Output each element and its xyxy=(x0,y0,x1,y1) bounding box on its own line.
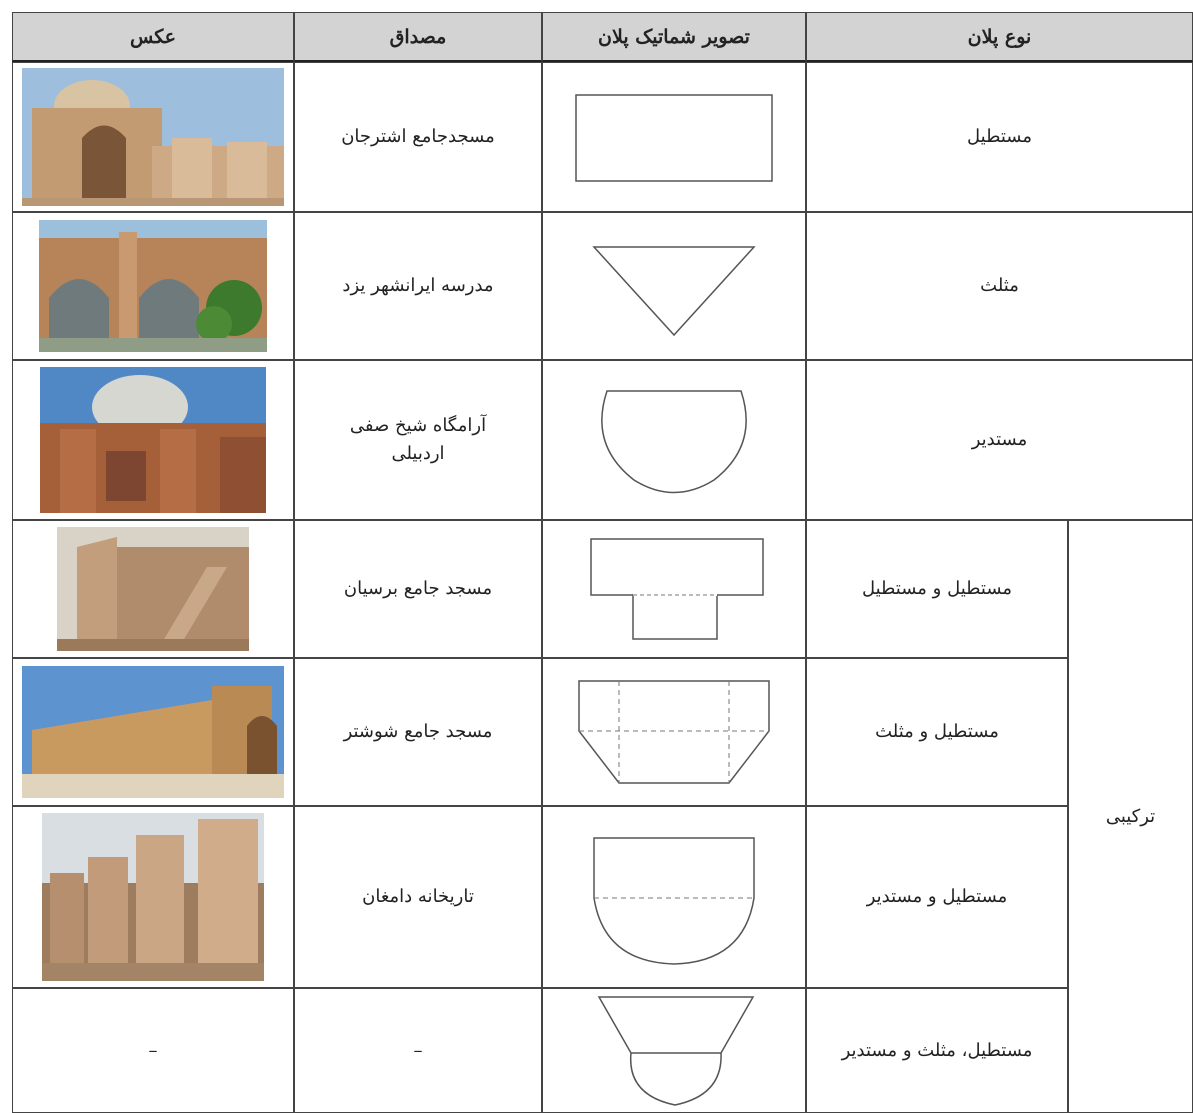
building-photo xyxy=(39,220,267,352)
example-cell: آرامگاه شیخ صفی اردبیلی xyxy=(294,360,542,520)
plan-type-cell: مستطیل xyxy=(806,62,1193,212)
photo-cell xyxy=(12,62,294,212)
plan-type-cell: مستطیل و مستدیر xyxy=(806,806,1068,988)
triangle-plan-shape xyxy=(574,231,774,341)
photo-cell xyxy=(12,212,294,360)
photo-cell xyxy=(12,806,294,988)
schematic-cell xyxy=(542,806,806,988)
photo-cell xyxy=(12,520,294,658)
building-photo xyxy=(22,666,284,798)
example-cell: تاریخانه دامغان xyxy=(294,806,542,988)
plan-type-cell: مستطیل، مثلث و مستدیر xyxy=(806,988,1068,1113)
rect-rect-plan-shape xyxy=(579,529,769,649)
schematic-cell xyxy=(542,520,806,658)
photo-cell xyxy=(12,658,294,806)
example-cell: – xyxy=(294,988,542,1113)
schematic-cell xyxy=(542,658,806,806)
building-photo xyxy=(40,367,266,513)
building-photo xyxy=(42,813,264,981)
photo-cell-empty: – xyxy=(12,988,294,1113)
header-schematic: تصویر شماتیک پلان xyxy=(542,12,806,62)
rect-triangle-plan-shape xyxy=(569,667,779,797)
schematic-cell xyxy=(542,62,806,212)
rect-circle-plan-shape xyxy=(574,822,774,972)
semicircle-plan-shape xyxy=(589,375,759,505)
example-cell: مسجدجامع اشترجان xyxy=(294,62,542,212)
plan-type-cell: مستدیر xyxy=(806,360,1193,520)
rectangle-plan-shape xyxy=(559,77,789,197)
header-photo: عکس xyxy=(12,12,294,62)
photo-cell xyxy=(12,360,294,520)
group-label-combined: ترکیبی xyxy=(1068,520,1193,1113)
header-example: مصداق xyxy=(294,12,542,62)
example-cell: مسجد جامع شوشتر xyxy=(294,658,542,806)
building-photo xyxy=(22,68,284,206)
schematic-cell xyxy=(542,360,806,520)
example-cell: مسجد جامع برسیان xyxy=(294,520,542,658)
header-plan-type: نوع پلان xyxy=(806,12,1193,62)
schematic-cell xyxy=(542,988,806,1113)
schematic-cell xyxy=(542,212,806,360)
building-photo xyxy=(57,527,249,651)
plan-type-cell: مثلث xyxy=(806,212,1193,360)
example-cell: مدرسه ایرانشهر یزد xyxy=(294,212,542,360)
plan-type-cell: مستطیل و مثلث xyxy=(806,658,1068,806)
plan-type-cell: مستطیل و مستطیل xyxy=(806,520,1068,658)
rect-triangle-circle-plan-shape xyxy=(579,991,769,1111)
